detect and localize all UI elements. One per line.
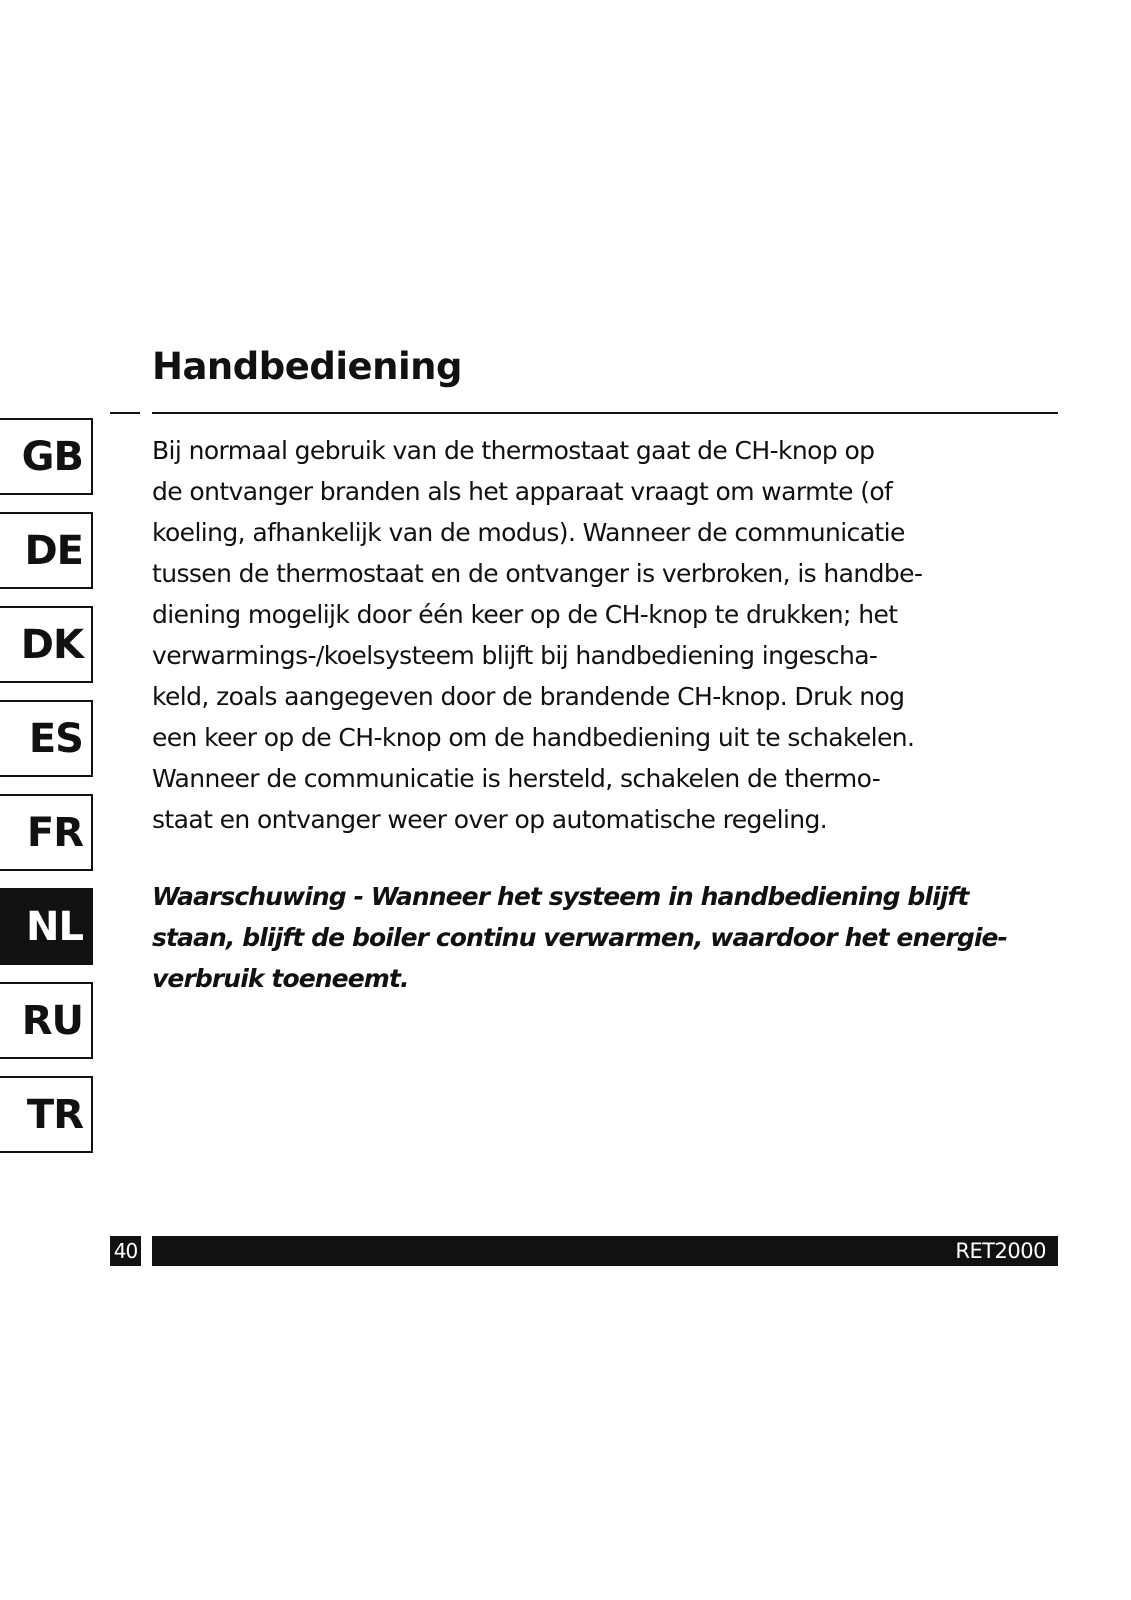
- page-title: Handbediening: [152, 345, 462, 388]
- title-rule-short: [110, 412, 140, 414]
- warning-line: staan, blijft de boiler continu verwarmen, waardoor het energie-: [152, 923, 1008, 952]
- body-line: een keer op de CH-knop om de handbediening uit te schakelen.: [152, 723, 915, 752]
- warning-paragraph: [152, 876, 1058, 999]
- body-line: de ontvanger branden als het apparaat vraagt om warmte (of: [152, 477, 893, 506]
- model-label: RET2000: [955, 1239, 1046, 1263]
- body-line: staat en ontvanger weer over op automatische regeling.: [152, 805, 828, 834]
- language-tab-es[interactable]: ES: [0, 700, 93, 777]
- footer-bar: [152, 1236, 1058, 1266]
- body-line: keld, zoals aangegeven door de brandende CH-knop. Druk nog: [152, 682, 905, 711]
- language-tab-fr[interactable]: FR: [0, 794, 93, 871]
- language-tab-tr[interactable]: TR: [0, 1076, 93, 1153]
- language-tab-dk[interactable]: DK: [0, 606, 93, 683]
- body-line: tussen de thermostaat en de ontvanger is verbroken, is handbe-: [152, 559, 923, 588]
- page-number: 40: [110, 1236, 141, 1266]
- warning-line: Waarschuwing - Wanneer het systeem in handbediening blijft: [152, 882, 969, 911]
- language-tab-gb[interactable]: GB: [0, 418, 93, 495]
- body-line: koeling, afhankelijk van de modus). Wanneer de communicatie: [152, 518, 905, 547]
- body-line: verwarmings-/koelsysteem blijft bij handbediening ingescha-: [152, 641, 878, 670]
- body-paragraph: [152, 430, 1058, 840]
- body-line: Wanneer de communicatie is hersteld, schakelen de thermo-: [152, 764, 881, 793]
- title-rule: [152, 412, 1058, 414]
- language-tab-de[interactable]: DE: [0, 512, 93, 589]
- language-tab-ru[interactable]: RU: [0, 982, 93, 1059]
- warning-line: verbruik toeneemt.: [152, 964, 409, 993]
- body-line: Bij normaal gebruik van de thermostaat gaat de CH-knop op: [152, 436, 875, 465]
- body-line: diening mogelijk door één keer op de CH-knop te drukken; het: [152, 600, 898, 629]
- language-tab-nl[interactable]: NL: [0, 888, 93, 965]
